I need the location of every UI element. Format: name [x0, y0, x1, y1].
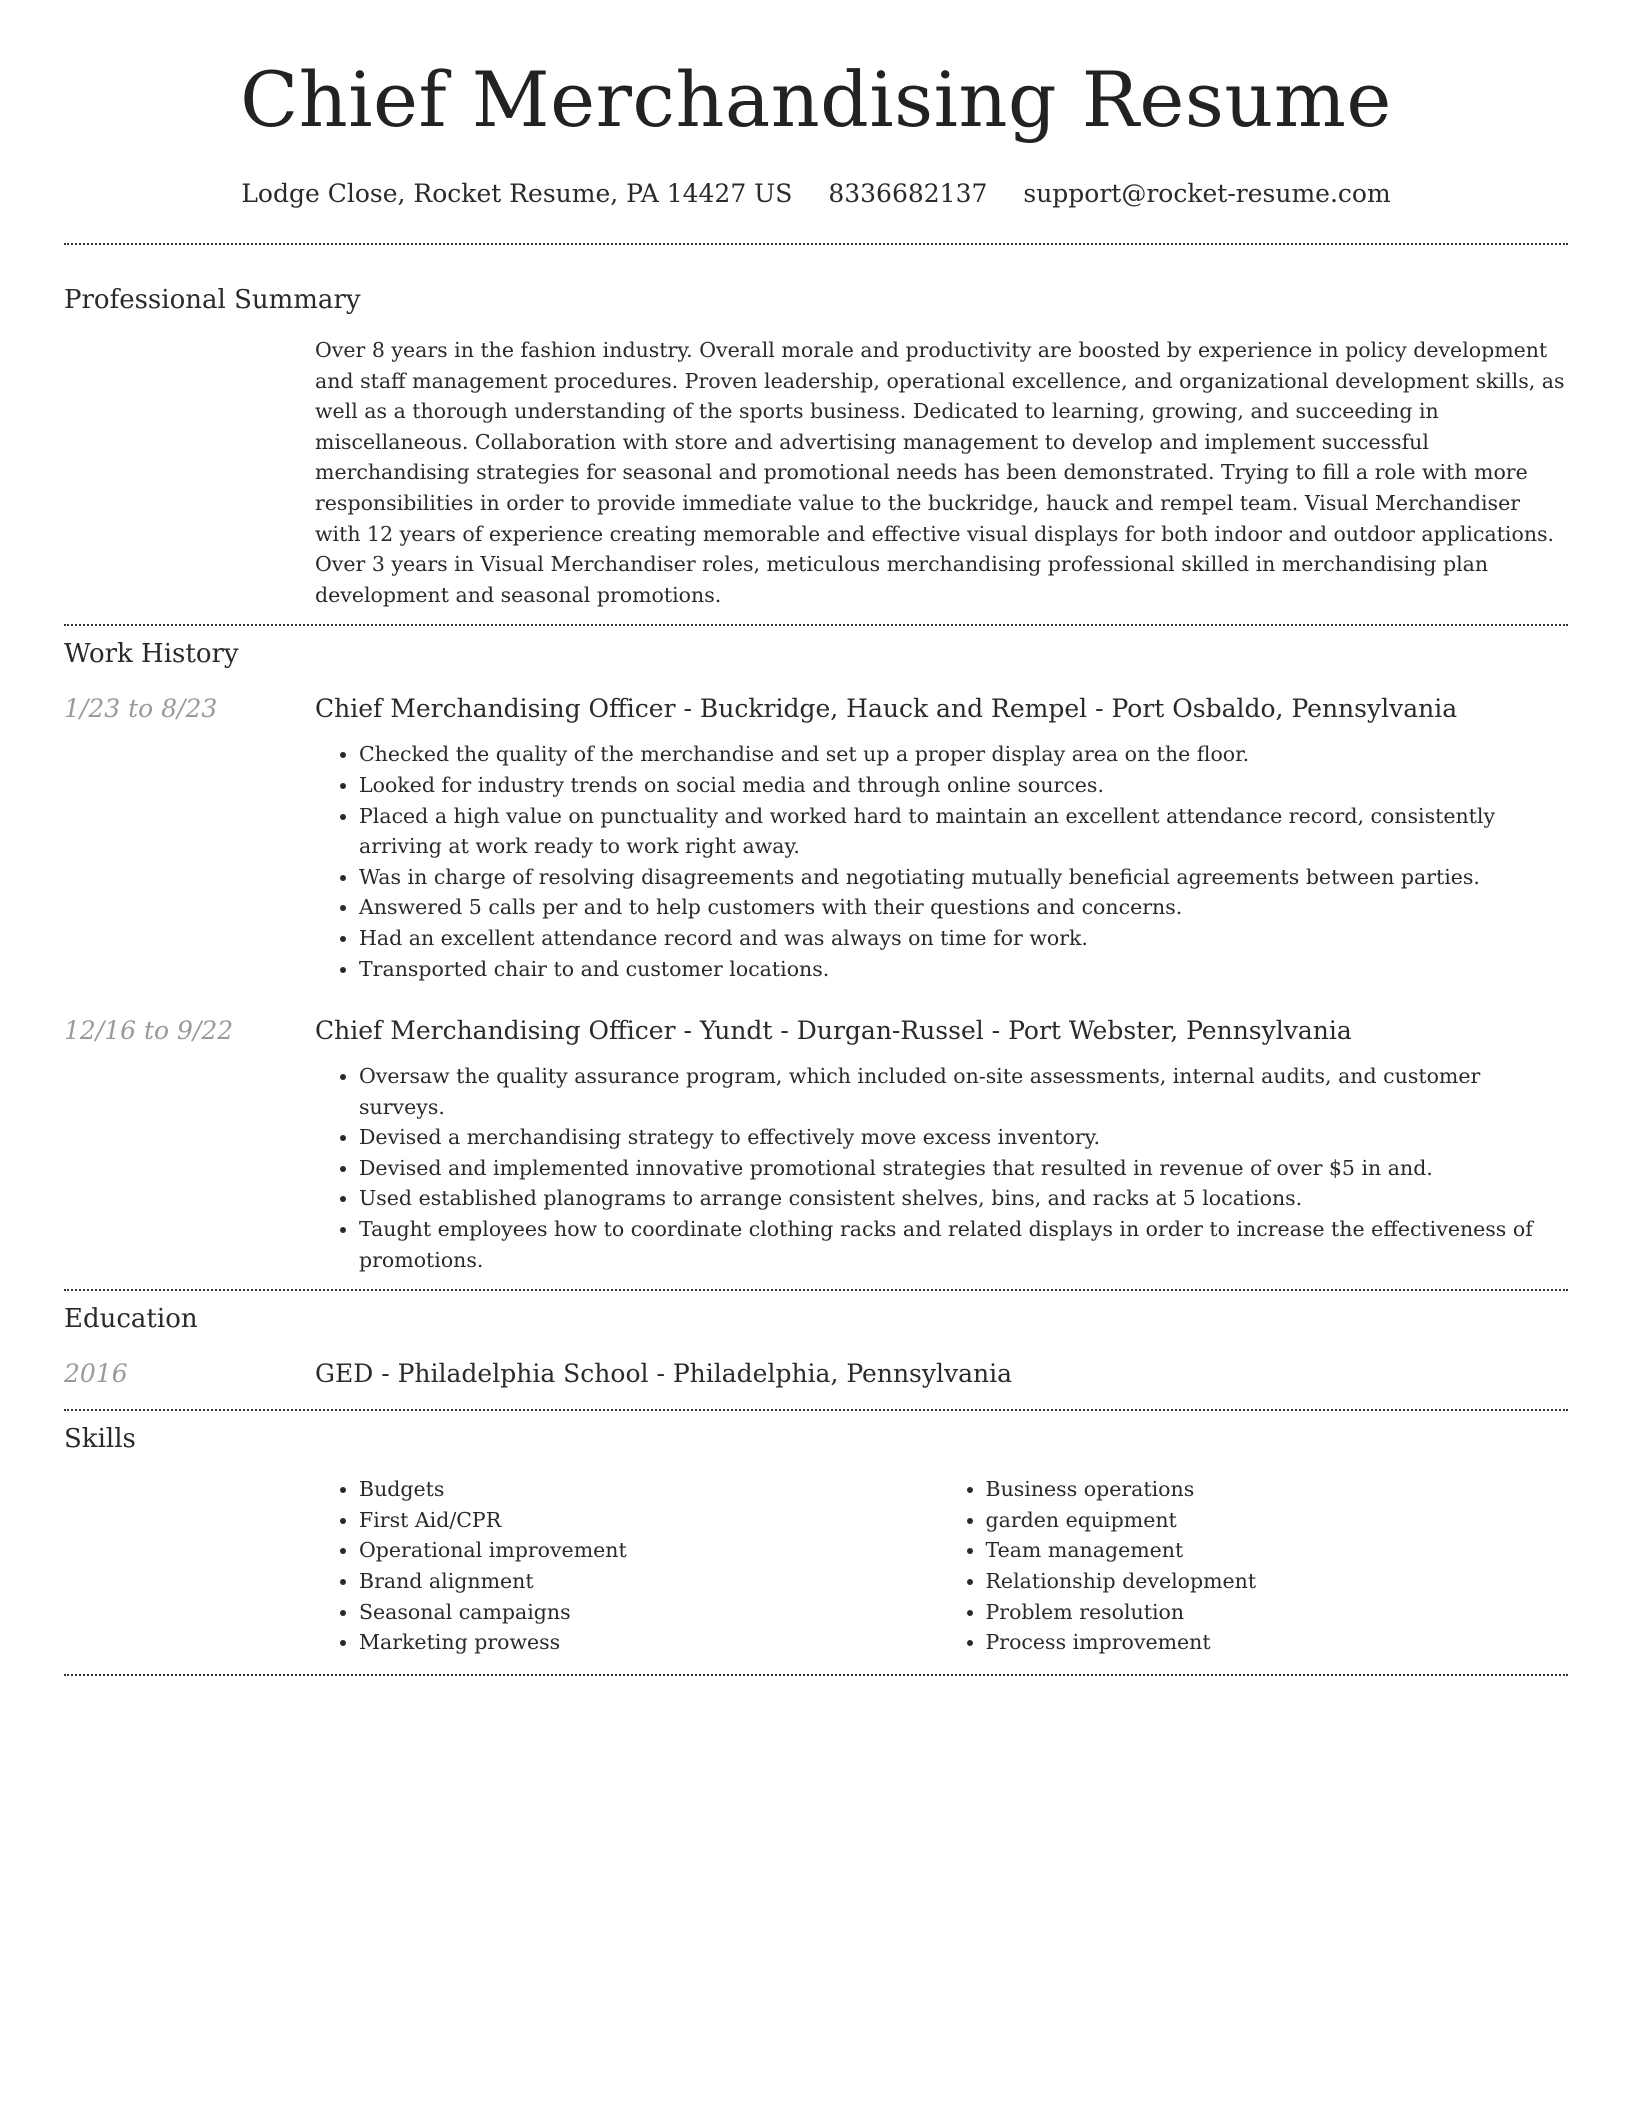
job-entry: [64, 692, 1568, 984]
summary-spacer: [64, 335, 315, 610]
resume-page: [64, 0, 1568, 1676]
summary-text: Over 8 years in the fashion industry. Overall morale and productivity are boosted by experience in policy development and staff management procedures. Proven leadership, operational excellence, and organizational development skills, as well as a thorough understanding of the sports business. Dedicated to learning, growing, and succeeding in miscellaneous. Collaboration with store and advertising management to develop and implement successful merchandising strategies for seasonal and promotional needs has been demonstrated. Trying to fill a role with more responsibilities in order to provide immediate value to the buckridge, hauck and rempel team. Visual Merchandiser with 12 years of experience creating memorable and effective visual displays for both indoor and outdoor applications. Over 3 years in Visual Merchandiser roles, meticulous merchandising professional skilled in merchandising plan development and seasonal promotions.: [315, 338, 1565, 607]
skills-list: [315, 1474, 1568, 1658]
job-dates: 1/23 to 8/23: [64, 694, 218, 724]
education-divider: [64, 1409, 1568, 1411]
skill-item: • Brand alignment: [359, 1566, 942, 1597]
list-item: • Oversaw the quality assurance program, which included on-site assessments, internal audits, and customer surveys.: [359, 1061, 1568, 1122]
job-entry: [64, 1014, 1568, 1275]
education-heading: Education: [64, 1304, 198, 1335]
education-section: [64, 1302, 1568, 1391]
education-title: GED - Philadelphia School - Philadelphia, Pennsylvania: [315, 1359, 1013, 1389]
skill-item: • Budgets: [359, 1474, 942, 1505]
job-title: Chief Merchandising Officer - Buckridge, Hauck and Rempel - Port Osbaldo, Pennsylvania: [315, 694, 1458, 724]
work-history-heading: Work History: [64, 639, 239, 670]
skill-item: • Seasonal campaigns: [359, 1597, 942, 1628]
list-item: • Checked the quality of the merchandise and set up a proper display area on the floor.: [359, 739, 1568, 770]
list-item: • Transported chair to and customer locations.: [359, 954, 1568, 985]
job-bullets: [315, 739, 1568, 984]
list-item: • Devised a merchandising strategy to effectively move excess inventory.: [359, 1122, 1568, 1153]
summary-divider: [64, 624, 1568, 626]
skills-divider: [64, 1674, 1568, 1676]
list-item: • Had an excellent attendance record and was always on time for work.: [359, 923, 1568, 954]
job-dates: 12/16 to 9/22: [64, 1016, 234, 1046]
skills-column-left: [315, 1474, 942, 1658]
skills-column-right: [942, 1474, 1569, 1658]
skill-item: • Problem resolution: [986, 1597, 1569, 1628]
list-item: • Used established planograms to arrange consistent shelves, bins, and racks at 5 locations.: [359, 1183, 1568, 1214]
skill-item: • Operational improvement: [359, 1535, 942, 1566]
list-item: • Was in charge of resolving disagreements and negotiating mutually beneficial agreements between parties.: [359, 862, 1568, 893]
list-item: • Taught employees how to coordinate clothing racks and related displays in order to increase the effectiveness of promotions.: [359, 1214, 1568, 1275]
contact-phone: 8336682137: [828, 179, 988, 208]
skill-item: • garden equipment: [986, 1505, 1569, 1536]
contact-line: [64, 178, 1568, 210]
list-item: • Answered 5 calls per and to help customers with their questions and concerns.: [359, 892, 1568, 923]
list-item: • Looked for industry trends on social media and through online sources.: [359, 770, 1568, 801]
contact-address: Lodge Close, Rocket Resume, PA 14427 US: [241, 179, 793, 208]
work-history-section: [64, 637, 1568, 1275]
skill-item: • Process improvement: [986, 1627, 1569, 1658]
skill-item: • Marketing prowess: [359, 1627, 942, 1658]
list-item: • Devised and implemented innovative promotional strategies that resulted in revenue of over $5 in and.: [359, 1153, 1568, 1184]
skill-item: • Team management: [986, 1535, 1569, 1566]
header-divider: [64, 243, 1568, 245]
skill-item: • Business operations: [986, 1474, 1569, 1505]
education-year: 2016: [64, 1359, 128, 1389]
resume-title: Chief Merchandising Resume: [240, 55, 1392, 144]
skill-item: • Relationship development: [986, 1566, 1569, 1597]
education-entry: [64, 1357, 1568, 1391]
summary-heading: Professional Summary: [64, 285, 361, 315]
skills-spacer: [64, 1474, 315, 1658]
skills-heading: Skills: [64, 1424, 136, 1455]
contact-email: support@rocket-resume.com: [1023, 179, 1391, 208]
skills-section: [64, 1422, 1568, 1658]
job-title: Chief Merchandising Officer - Yundt - Durgan-Russel - Port Webster, Pennsylvania: [315, 1016, 1352, 1046]
summary-section: [64, 283, 1568, 610]
list-item: • Placed a high value on punctuality and worked hard to maintain an excellent attendance record, consistently arriving at work ready to work right away.: [359, 801, 1568, 862]
work-history-divider: [64, 1289, 1568, 1291]
skill-item: • First Aid/CPR: [359, 1505, 942, 1536]
job-bullets: [315, 1061, 1568, 1275]
